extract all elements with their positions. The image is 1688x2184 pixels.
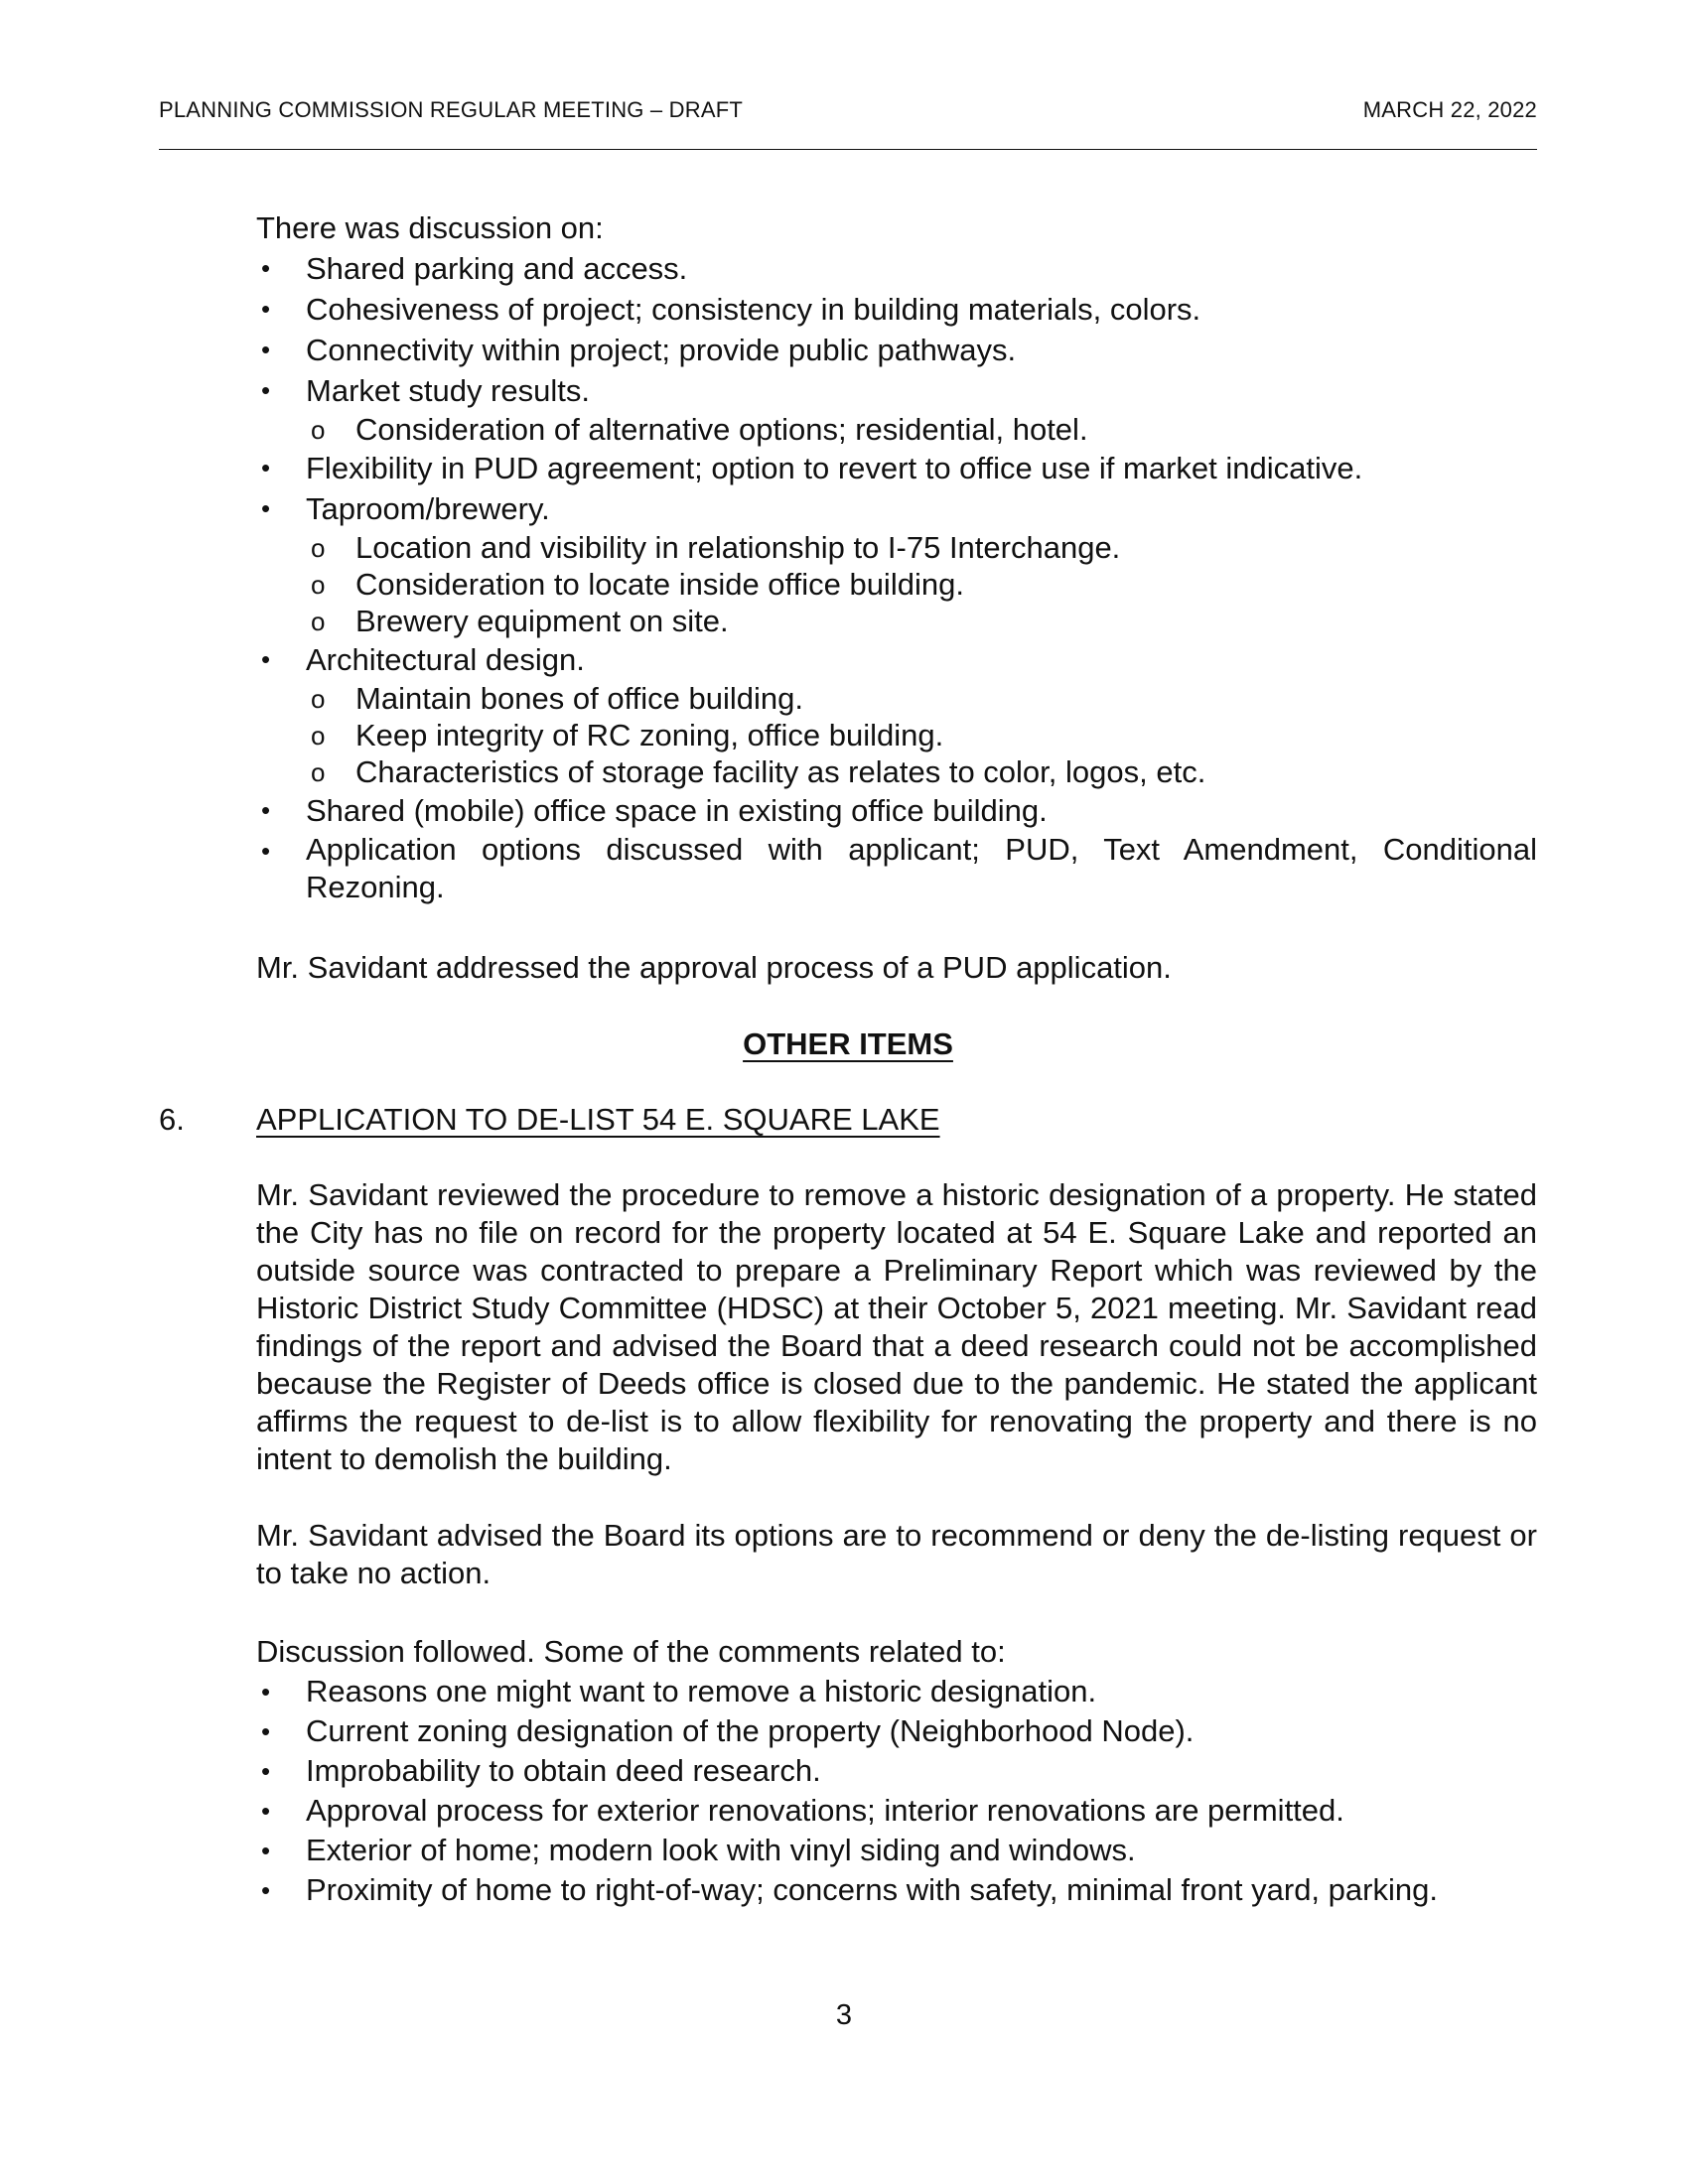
comment-item-text: Reasons one might want to remove a historic designation. <box>306 1674 1097 1708</box>
discussion-item-text: Application options discussed with applicant; PUD, Text Amendment, Conditional Rezoning. <box>306 832 1537 904</box>
discussion-item <box>256 448 1537 488</box>
bullet-icon: • <box>261 1836 271 1865</box>
sub-item <box>256 680 1537 717</box>
bullet-icon: • <box>261 294 271 324</box>
comments-intro: Discussion followed. Some of the comments related to: <box>256 1634 1006 1669</box>
comment-item-text: Exterior of home; modern look with vinyl siding and windows. <box>306 1833 1136 1867</box>
discussion-item <box>256 790 1537 831</box>
sub-list <box>306 680 1537 790</box>
sub-item <box>256 603 1537 639</box>
sub-item-text: Keep integrity of RC zoning, office building. <box>355 718 944 752</box>
discussion-item-text: Flexibility in PUD agreement; option to revert to office use if market indicative. <box>306 451 1363 485</box>
sub-item-text: Maintain bones of office building. <box>355 681 803 716</box>
discussion-item <box>256 289 1537 330</box>
discussion-item-text: Taproom/brewery. <box>306 491 550 526</box>
discussion-item-text: Cohesiveness of project; consistency in building materials, colors. <box>306 292 1201 327</box>
other-items-heading: OTHER ITEMS <box>743 1026 953 1061</box>
bullet-icon: • <box>261 644 271 674</box>
header-date: MARCH 22, 2022 <box>1362 97 1537 122</box>
page-number: 3 <box>835 1999 853 2031</box>
discussion-item-text: Architectural design. <box>306 642 585 677</box>
item-number: 6. <box>159 1102 185 1137</box>
discussion-item-text: Shared parking and access. <box>306 251 688 286</box>
sub-item-text: Location and visibility in relationship to I-75 Interchange. <box>355 530 1121 565</box>
item-paragraph-2: Mr. Savidant advised the Board its options are to recommend or deny the de-listing request or to take no action. <box>256 1518 1537 1590</box>
bullet-icon: • <box>261 453 271 482</box>
comment-item <box>256 1831 1537 1870</box>
bullet-icon: • <box>261 1716 271 1746</box>
sub-list <box>306 411 1537 448</box>
comment-item <box>256 1711 1537 1751</box>
discussion-item <box>256 330 1537 370</box>
circle-bullet-icon: o <box>311 415 326 445</box>
sub-item-text: Characteristics of storage facility as relates to color, logos, etc. <box>355 754 1206 789</box>
discussion-section <box>256 208 1537 906</box>
discussion-item <box>256 370 1537 448</box>
bullet-icon: • <box>261 1677 271 1706</box>
circle-bullet-icon: o <box>311 570 326 600</box>
bullet-icon: • <box>261 1756 271 1786</box>
circle-bullet-icon: o <box>311 684 326 714</box>
discussion-item-text: Shared (mobile) office space in existing office building. <box>306 793 1048 828</box>
sub-item-text: Consideration of alternative options; residential, hotel. <box>355 412 1088 447</box>
bullet-icon: • <box>261 493 271 523</box>
sub-item <box>256 753 1537 790</box>
circle-bullet-icon: o <box>311 533 326 563</box>
discussion-item <box>256 831 1537 906</box>
comment-item-text: Improbability to obtain deed research. <box>306 1753 821 1788</box>
header-title: PLANNING COMMISSION REGULAR MEETING – DRAFT <box>159 97 744 122</box>
comment-item <box>256 1751 1537 1791</box>
comment-item <box>256 1672 1537 1711</box>
bullet-icon: • <box>261 836 271 866</box>
comment-item <box>256 1791 1537 1831</box>
comment-item-text: Approval process for exterior renovations; interior renovations are permitted. <box>306 1793 1344 1828</box>
sub-list <box>306 529 1537 639</box>
sub-item-text: Brewery equipment on site. <box>355 604 729 638</box>
discussion-item-text: Market study results. <box>306 373 590 408</box>
sub-item <box>256 566 1537 603</box>
comment-item-text: Current zoning designation of the property (Neighborhood Node). <box>306 1713 1195 1748</box>
comments-section <box>256 1632 1537 1910</box>
comment-item <box>256 1870 1537 1910</box>
bullet-icon: • <box>261 375 271 405</box>
comment-item-text: Proximity of home to right-of-way; concerns with safety, minimal front yard, parking. <box>306 1872 1438 1907</box>
item-paragraph-1: Mr. Savidant reviewed the procedure to remove a historic designation of a property. He stated the City has no file on record for the property located at 54 E. Square Lake and reported an outside source was contracted to prepare a Preliminary Report which was reviewed by the Historic District Study Committee (HDSC) at their October 5, 2021 meeting. Mr. Savidant read findings of the report and advised the Board that a deed research could not be accomplished because the Register of Deeds office is closed due to the pandemic. He stated the applicant affirms the request to de-list is to allow flexibility for renovating the property and there is no intent to demolish the building. <box>256 1177 1537 1476</box>
discussion-list <box>256 248 1537 906</box>
sub-item-text: Consideration to locate inside office building. <box>355 567 964 602</box>
sub-item <box>256 529 1537 566</box>
discussion-item <box>256 248 1537 289</box>
discussion-item <box>256 639 1537 790</box>
header-rule <box>159 149 1537 150</box>
discussion-item <box>256 488 1537 639</box>
sub-item <box>256 411 1537 448</box>
item-title: APPLICATION TO DE-LIST 54 E. SQUARE LAKE <box>256 1102 940 1137</box>
discussion-item-text: Connectivity within project; provide public pathways. <box>306 333 1017 367</box>
bullet-icon: • <box>261 1796 271 1826</box>
circle-bullet-icon: o <box>311 757 326 787</box>
approval-note: Mr. Savidant addressed the approval process of a PUD application. <box>256 950 1172 985</box>
discussion-intro: There was discussion on: <box>256 210 604 245</box>
bullet-icon: • <box>261 795 271 825</box>
bullet-icon: • <box>261 1875 271 1905</box>
bullet-icon: • <box>261 335 271 364</box>
bullet-icon: • <box>261 253 271 283</box>
circle-bullet-icon: o <box>311 607 326 636</box>
comments-list <box>256 1672 1537 1910</box>
circle-bullet-icon: o <box>311 721 326 751</box>
sub-item <box>256 717 1537 753</box>
